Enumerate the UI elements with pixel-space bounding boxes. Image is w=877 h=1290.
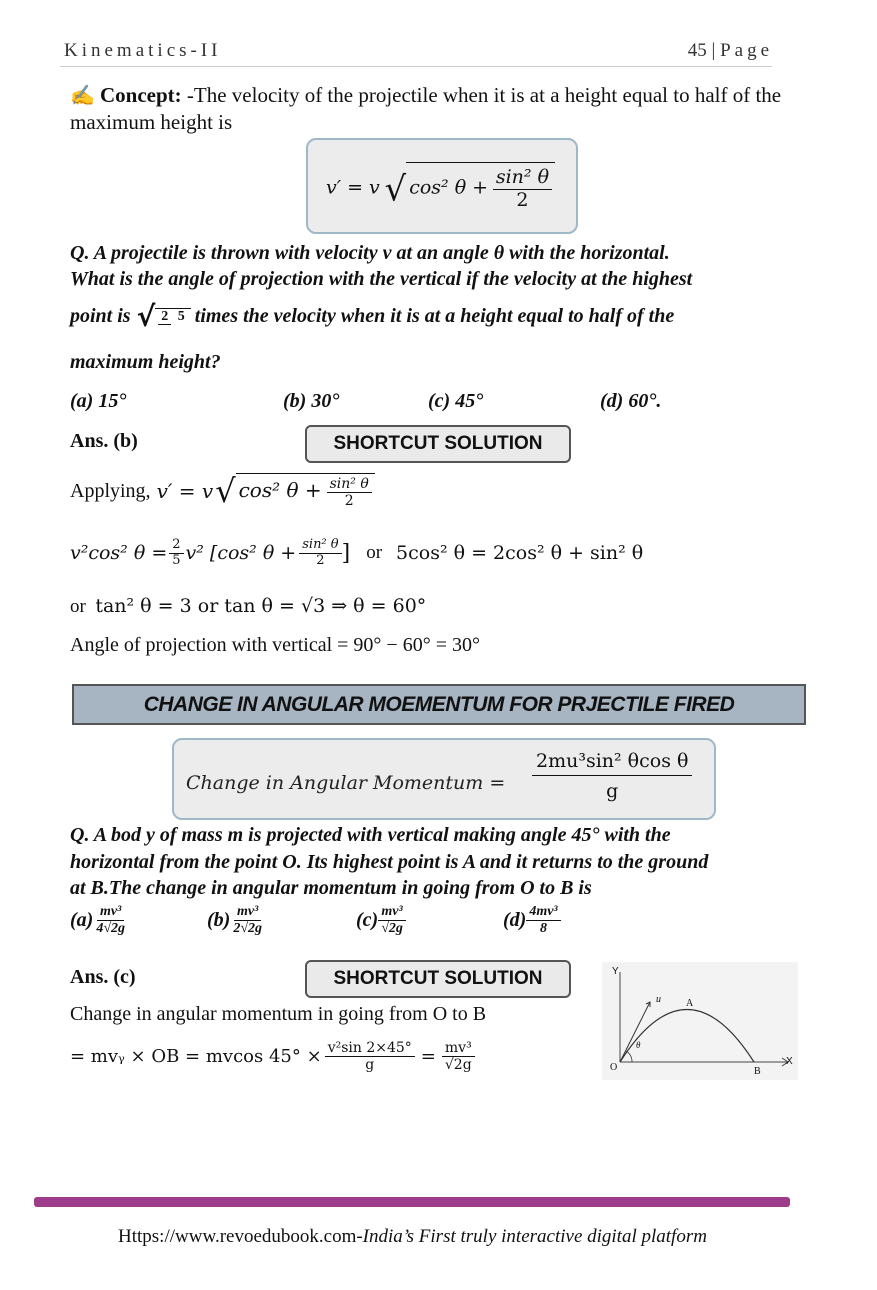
q1-step2-inner-den: 2 xyxy=(316,552,325,568)
q2-solution-frac2-den: √2g xyxy=(444,1057,472,1074)
q2-solution-expr: = mvᵧ × OB = mvcos 45° × xyxy=(70,1046,322,1068)
formula-denominator: 2 xyxy=(516,188,529,211)
q2-option-b-label: (b) xyxy=(207,909,231,932)
q1-step2-mid: v² [cos² θ + xyxy=(185,542,297,565)
q1-step1-radicand: cos² θ + xyxy=(238,478,322,503)
q2-option-b-den: 2√2g xyxy=(233,921,263,937)
q1-step2-frac-num: 2 xyxy=(169,538,183,554)
q2-line2: horizontal from the point O. Its highest point is A and it returns to the ground xyxy=(70,851,709,873)
q2-option-c xyxy=(356,904,406,937)
diagram-label-a: A xyxy=(686,998,694,1009)
q2-solution-line2 xyxy=(70,1040,475,1073)
q2-option-d xyxy=(503,904,561,937)
page-number-value: 45 xyxy=(687,40,707,61)
q1-step4: Angle of projection with vertical = 90° − 60° = 30° xyxy=(70,634,480,656)
footer-tagline: India’s First truly interactive digital platform xyxy=(362,1226,707,1247)
q1-step1: Applying, v′ = v √ cos² θ + $\frac{\text{sin² θ}}{2}$ xyxy=(70,472,375,510)
q2-option-a-num: mv³ xyxy=(97,904,124,921)
q2-option-a-label: (a) xyxy=(70,909,94,932)
running-header-title: Kinematics-II xyxy=(64,40,222,61)
angular-formula-lhs: Change in Angular Momentum = xyxy=(186,772,506,794)
header-rule xyxy=(60,66,772,67)
projectile-diagram-svg xyxy=(602,962,798,1080)
velocity-arrow xyxy=(620,1002,650,1062)
page-number-separator: | xyxy=(711,40,716,61)
q1-step1-den: 2 xyxy=(344,493,354,509)
q1-step2-rhs: 5cos² θ = 2cos² θ + sin² θ xyxy=(396,542,644,565)
q1-sqrt-num: 2 xyxy=(158,309,171,325)
angular-formula-den: g xyxy=(606,780,619,802)
footer-bar xyxy=(34,1197,790,1207)
q1-step2-lhs: v²cos² θ = xyxy=(70,542,168,565)
q1-step2 xyxy=(70,538,643,569)
q2-solution-frac1-num: v²sin 2×45° xyxy=(325,1040,415,1057)
q2-option-c-den: √2g xyxy=(381,921,403,937)
q2-option-d-den: 8 xyxy=(539,921,547,937)
concept-label: Concept: xyxy=(100,83,182,107)
q1-step3-or: or xyxy=(70,596,86,617)
q1-sqrt-den: 5 xyxy=(177,308,185,324)
angular-formula-box xyxy=(172,738,716,820)
q1-line3: point is √ 2 5 times the velocity when it is at a height equal to half of the xyxy=(70,300,675,333)
diagram-label-u: u xyxy=(656,994,661,1005)
q1-option-a: (a) 15° xyxy=(70,390,127,412)
diagram-label-b: B xyxy=(754,1066,761,1077)
concept-formula-box: v′ = v √ cos² θ + $\frac{\text{sin² θ}}{2}$ xyxy=(306,138,578,234)
formula-numerator: sin² θ xyxy=(493,167,552,190)
q1-step2-frac-den: 5 xyxy=(172,552,181,568)
q1-step3 xyxy=(70,595,426,618)
q2-solution-frac1-den: g xyxy=(365,1057,375,1074)
q1-line3-end: times the velocity when it is at a height equal to half of the xyxy=(194,305,675,327)
q1-step2-inner-num: sin² θ xyxy=(299,538,341,554)
diagram-label-o: O xyxy=(610,1062,618,1073)
q1-applying: Applying, xyxy=(70,479,151,502)
pen-icon: ✍ xyxy=(70,85,95,107)
q1-option-b: (b) 30° xyxy=(283,390,340,412)
q1-line2: What is the angle of projection with the vertical if the velocity at the highest xyxy=(70,268,693,290)
q1-step1-lhs: v′ = v xyxy=(156,479,214,503)
q1-step1-num: sin² θ xyxy=(327,476,372,493)
q2-option-c-label: (c) xyxy=(356,909,379,932)
q2-solution-frac2-num: mv³ xyxy=(442,1040,475,1057)
footer-url: Https://www.revoedubook.com- xyxy=(118,1226,363,1247)
diagram-label-x: X xyxy=(786,1056,793,1067)
projectile-diagram xyxy=(602,962,798,1080)
q2-solution-line1: Change in angular momentum in going from O to B xyxy=(70,1003,487,1025)
page-number xyxy=(688,40,773,62)
q1-option-c: (c) 45° xyxy=(428,390,484,412)
q2-option-d-label: (d) xyxy=(503,909,527,932)
q2-answer: Ans. (c) xyxy=(70,966,136,988)
q2-option-a-den: 4√2g xyxy=(96,921,126,937)
q2-option-b-num: mv³ xyxy=(234,904,261,921)
section-banner: CHANGE IN ANGULAR MOEMENTUM FOR PRJECTILE FIRED xyxy=(72,684,806,725)
q2-option-a xyxy=(70,904,128,937)
diagram-label-y: Y xyxy=(612,966,619,977)
q2-solution-equals: = xyxy=(420,1046,436,1068)
q1-step3-expr: tan² θ = 3 or tan θ = √3 ⇒ θ = 60° xyxy=(95,595,427,617)
formula-lhs: v′ = v xyxy=(326,176,380,199)
q2-option-d-num: 4mv³ xyxy=(526,904,560,921)
q1-shortcut-label: SHORTCUT SOLUTION xyxy=(305,425,571,463)
page-word: Page xyxy=(720,40,773,61)
q1-answer: Ans. (b) xyxy=(70,430,138,452)
concept-paragraph xyxy=(70,82,840,135)
angular-formula-fraction xyxy=(532,750,692,802)
q2-option-c-num: mv³ xyxy=(378,904,405,921)
footer-text xyxy=(118,1226,707,1248)
diagram-label-theta: θ xyxy=(636,1040,641,1050)
q1-line1: Q. A projectile is thrown with velocity v at an angle θ with the horizontal. xyxy=(70,242,670,264)
q2-shortcut-label: SHORTCUT SOLUTION xyxy=(305,960,571,998)
q1-line4: maximum height? xyxy=(70,351,221,373)
formula-radicand: cos² θ + xyxy=(409,176,489,199)
trajectory-curve xyxy=(620,1010,754,1063)
q2-option-b xyxy=(207,904,265,937)
q1-line3-start: point is xyxy=(70,305,131,327)
q1-step2-or: or xyxy=(366,542,383,564)
q2-line1: Q. A bod y of mass m is projected with vertical making angle 45° with the xyxy=(70,824,671,846)
q1-step2-close: ] xyxy=(341,540,351,566)
q2-line3: at B.The change in angular momentum in going from O to B is xyxy=(70,877,592,899)
angular-formula-num: 2mu³sin² θcos θ xyxy=(532,750,692,776)
q1-option-d: (d) 60°. xyxy=(600,390,662,412)
concept-text: -The velocity of the projectile when it is at a height equal to half of the maximum height is xyxy=(70,83,782,134)
